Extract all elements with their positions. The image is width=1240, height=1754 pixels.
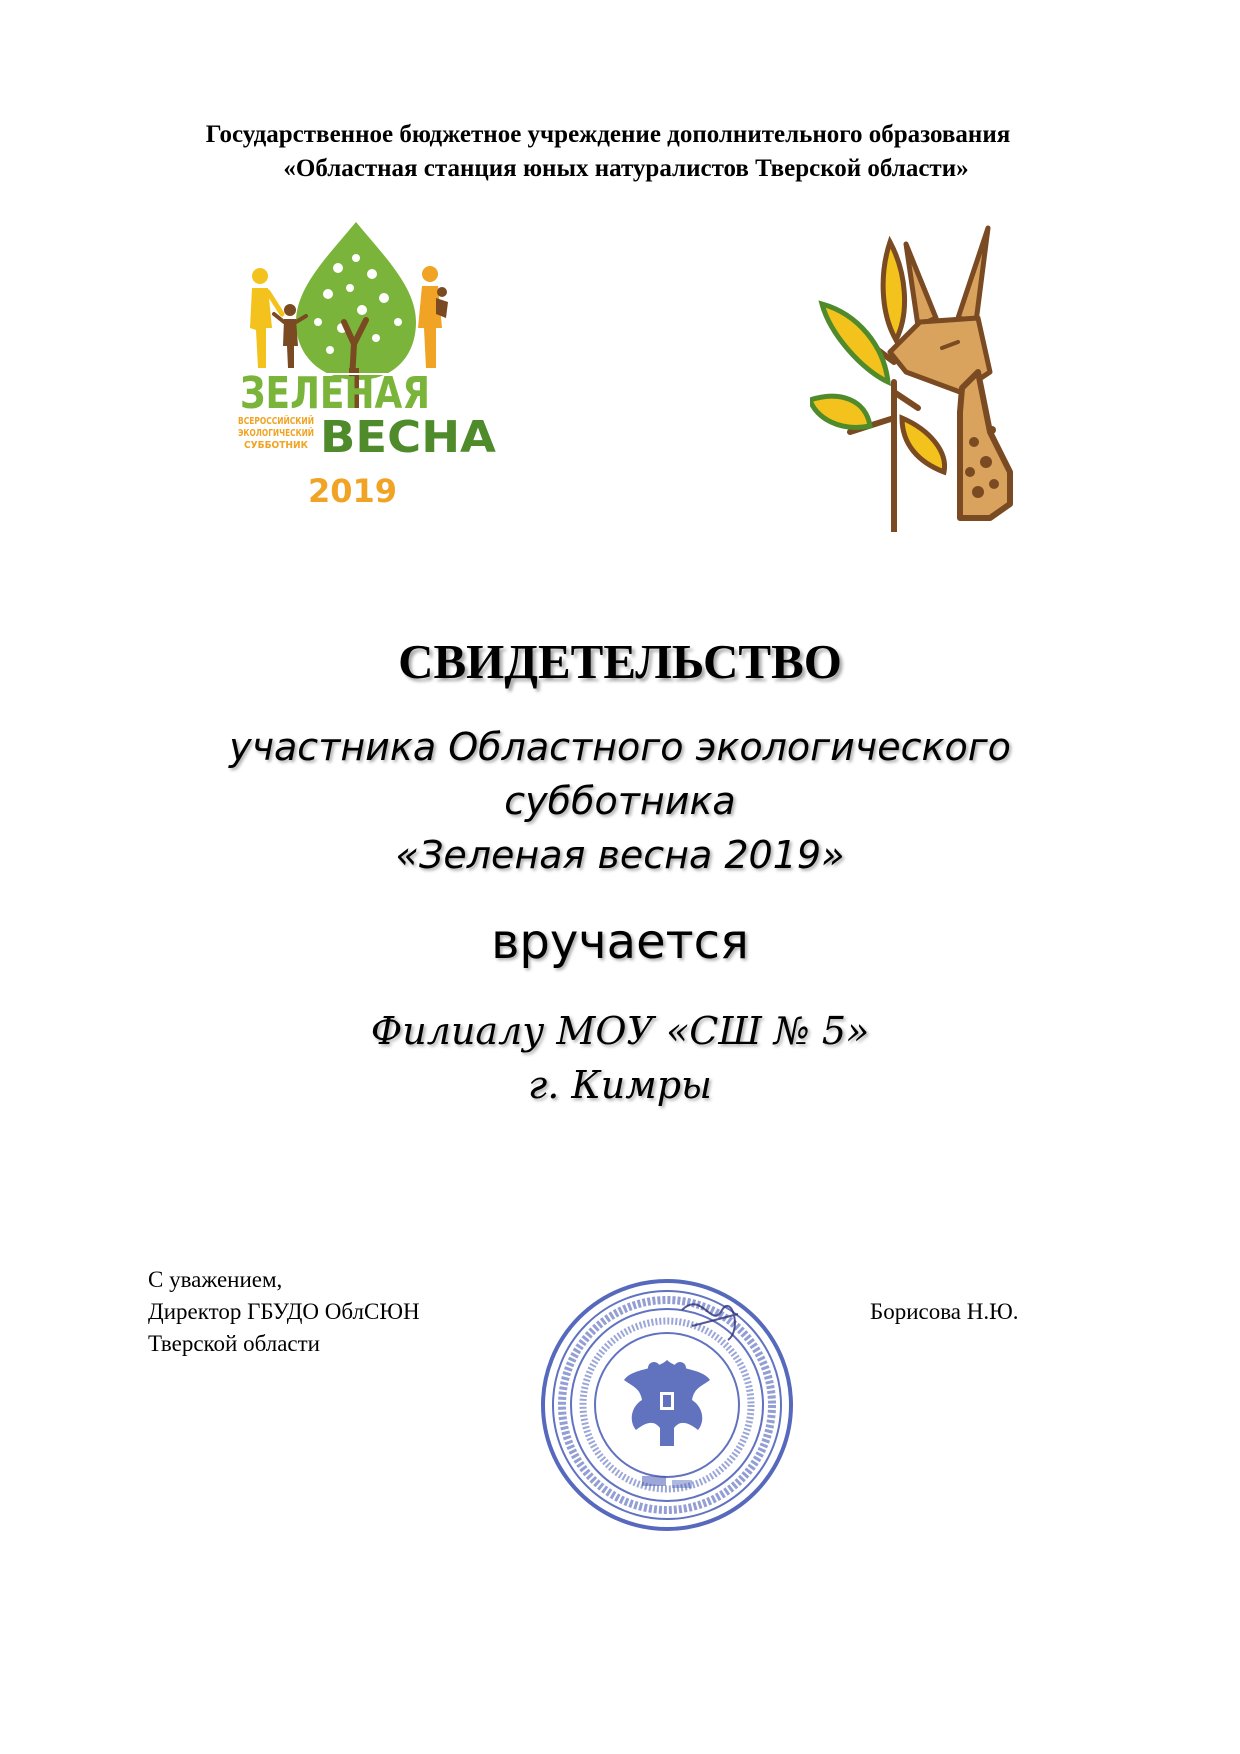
logo-caption-3: СУББОТНИК bbox=[244, 440, 309, 451]
subtitle-line-2: субботника bbox=[504, 779, 736, 823]
subtitle-line-3: «Зеленая весна 2019» bbox=[395, 833, 845, 877]
organization-header bbox=[0, 118, 1240, 186]
signoff-greeting: С уважением, bbox=[148, 1267, 283, 1292]
official-stamp-icon bbox=[532, 1270, 802, 1540]
logo-year: 2019 bbox=[308, 472, 398, 510]
subtitle-line-1: участника Областного экологического bbox=[229, 725, 1011, 769]
recipient-line-1: Филиалу МОУ «СШ № 5» bbox=[370, 1009, 870, 1053]
recipient-line-2: г. Кимры bbox=[527, 1063, 713, 1107]
signoff-region: Тверской области bbox=[148, 1331, 320, 1356]
logo-word-1: ЗЕЛЕНАЯ bbox=[240, 368, 430, 419]
deer-leaf-logo-icon bbox=[810, 222, 1040, 532]
recipient-block bbox=[0, 1004, 1240, 1112]
awarded-label: вручается bbox=[491, 914, 749, 970]
organization-name-line1: Государственное бюджетное учреждение дополнительного образования bbox=[205, 121, 1011, 148]
logo-caption-1: ВСЕРОССИЙСКИЙ bbox=[238, 416, 340, 427]
logo-caption-2: ЭКОЛОГИЧЕСКИЙ bbox=[238, 428, 341, 439]
certificate-subtitle bbox=[0, 720, 1240, 882]
signoff-position: Директор ГБУДО ОблСЮН bbox=[148, 1299, 420, 1324]
signer-name: Борисова Н.Ю. bbox=[870, 1299, 1019, 1324]
signoff-block bbox=[148, 1264, 420, 1360]
logo-word-2: ВЕСНА bbox=[320, 412, 496, 463]
certificate-title: СВИДЕТЕЛЬСТВО bbox=[398, 634, 842, 689]
organization-name-line2: «Областная станция юных натуралистов Тверской области» bbox=[283, 155, 969, 182]
green-spring-logo-icon bbox=[238, 218, 516, 518]
